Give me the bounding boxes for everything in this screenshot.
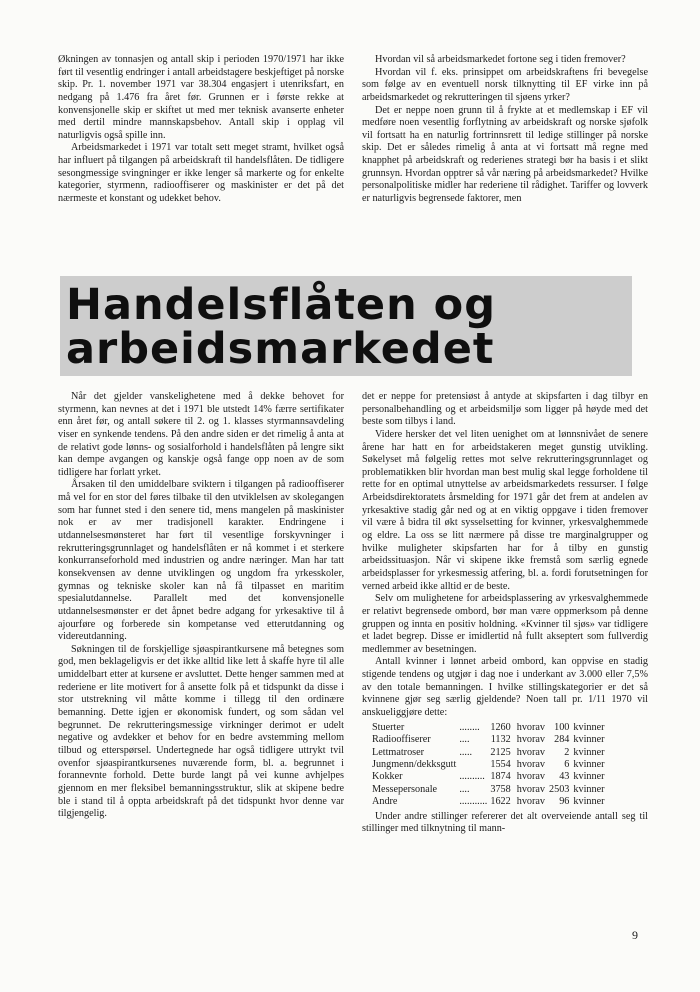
total-count: 1874 [490,771,511,783]
body-paragraph: Det er neppe noen grunn til å frykte at et medlemskap i EF vil medføre noen vesentlig forflytning av arbeidskraft og norske sjøfolk vil fortsatt ha en naturlig fortrinnsrett til ledige stillinger på norske skip. Det er således rimelig å anta at vi fortsatt må regne med knapphet på arbeidskraft og rederienes strategi bør ha basis i et slikt grunnsyn. Hvordan opptrer så vår næring på arbeidsmarkedet? Hvilke personalpolitiske midler har rederiene til rådighet. Tariffer og lovverk er naturligvis begrensede faktorer, men [362,104,648,205]
position-title: Lettmatroser [372,746,425,758]
women-count: 100 [554,721,570,733]
body-paragraph: Arbeidsmarkedet i 1971 var totalt sett meget stramt, hvilket også har influert på tilgangen på arbeidskraft til handelsflåten. De tidligere sesongmessige svingninger er ikke lenger så markerte og for enkelte kategorier, styrmenn, radiooffiserer og maskinister er det på det nærmeste et konstant og udekket behov. [58,142,344,205]
total-count: 1622 [490,796,511,808]
leader-dots: ........ [459,721,480,733]
women-unit: kvinner [573,734,605,746]
position-title: Radiooffiserer [372,734,431,746]
table-row [372,784,608,796]
body-paragraph: det er neppe for pretensiøst å antyde at skipsfarten i dag tilbyr en personalbehandling og et arbeidsmiljø som ligger på høyde med det beste som tilbys i land. [362,391,648,428]
women-count: 2 [564,746,570,758]
women-count: 284 [554,734,570,746]
leader-dots: ..... [459,746,473,758]
position-title: Andre [372,796,398,808]
table-row [372,747,608,759]
leader-dots [459,759,490,771]
women-count: 43 [559,771,570,783]
body-paragraph: Økningen av tonnasjen og antall skip i perioden 1970/1971 har ikke ført til vesentlig endringer i antall arbeidstagere beskjeftiget på norske skip. Pr. 1. november 1971 var 38.304 engasjert i utenriksfart, en nedgang på 1.476 fra året før. Grunnen er i første rekke at konvensjonelle skip er skiftet ut med mer teknisk avanserte enheter med dertil mindre mannskapsbehov. Antall skip i opplag vil naturligvis også spille inn. [58,54,344,141]
total-count: 1132 [490,734,511,746]
position-title: Kokker [372,771,403,783]
of-which-label: hvorav [516,746,546,758]
leader-dots: .... [459,734,470,746]
body-paragraph: Antall kvinner i lønnet arbeid ombord, kan oppvise en stadig stigende tendens og utgjør i dag noe i underkant av 3.000 eller 7,5% av den totale bemanningen. I hvilke stillingskategorier er det så kvinnene gjør seg særlig gjeldende? Noen tall pr. 1/11 1970 vil anskueliggjøre dette: [362,656,648,719]
page-number: 9 [632,928,638,942]
position-title: Jungmenn/dekksgutt [372,758,457,770]
body-paragraph: Selv om mulighetene for arbeidsplassering av yrkesvalghemmede er relativt begrensede ombord, bør man være oppmerksom på denne gruppen og innta en positiv holdning. «Kvinner til sjøs» var tidligere et ladet begrep. Disse er imidlertid nå fullt akseptert som fullverdig medlemmer av besetningen. [362,593,648,655]
leader-dots: .... [459,783,470,795]
leader-dots: .......... [459,771,485,783]
body-paragraph: Videre hersker det vel liten uenighet om at lønnsnivået de senere årene har hatt en for arbeidstakeren meget gunstig utvikling. Søkelyset må følgelig rettes mot selve rekrutteringsgrunnlaget og problematikken blir hvordan man best mulig skal legge forholdene til rette for en optimal utnyttelse av arbeidsmarkedets ressurser. I følge Arbeidsdirektoratets årsmelding for 1971 går det frem at andelen av yrkesaktive stadig går ned og at en viktig oppgave i tiden fremover vil være å bidra til økt sysselsetting for kvinner, yrkesvalghemmede og eldre. La oss se litt nærmere på disse tre marginalgrupper og hvilke muligheter skipsfarten har for å tilby en gunstig arbeidssituasjon. Når vi skipene ikke fremstå som særlig egnede arbeidsplasser for yrkesmessig atfering, bl. a. fordi forutsetningen for verned arbeid ikke alltid er de beste. [362,428,648,592]
total-count: 2125 [490,746,511,758]
body-paragraph: Under andre stillinger refererer det alt overveiende antall seg til stillinger med tilknytning til mann- [362,810,648,835]
total-count: 1554 [490,758,511,770]
women-unit: kvinner [573,771,605,783]
of-which-label: hvorav [516,796,546,808]
article-headline: Handelsflåten og arbeidsmarkedet [66,280,496,374]
body-paragraph: Årsaken til den umiddelbare sviktern i tilgangen på radiooffiserer må vel for en stor del føres tilbake til den utviklelsen av skolegangen som har funnet sted i den senere tid, mens mangelen på maskinister nok er av mer tradisjonell karakter. Endringene i utdannelsesmønsteret har ført til vesentlige forskyvninger i rekrutteringsgrunnlaget og handelsflåten er nå kommet i et sterkere konkurranseforhold med industrien og andre næringer. Man har tatt konsekvensen av denne utviklingen og ungdom fra yrkesskoler, gymnas og tekniske skoler kan nå få tilpasset en maritim spesialutdannelse. Parallelt med det konvensjonelle utdannelsesmønster er det åpnet bedre adgang for yrkesaktive til å ajourføre og forberede sin kompetanse ved etterutdanning og videreutdanning. [58,479,344,643]
body-paragraph: Når det gjelder vanskelighetene med å dekke behovet for styrmenn, kan nevnes at det i 1971 ble utstedt 14% færre sertifikater enn året før, og antall søkere til 2. og 1. klasses styrmannsavdeling viser en synkende tendens. På den andre siden er det rimelig å anta at de relativt gode lønns- og sosialforhold i handelsflåten på lengre sikt kan dempe avgangen og kanskje også fange opp noen av de som tidligere har forlatt yrket. [58,391,344,478]
women-unit: kvinner [573,746,605,758]
women-count: 6 [564,758,570,770]
table-row [372,771,608,783]
table-row [372,722,608,734]
crew-statistics-table [372,722,608,809]
women-unit: kvinner [573,796,605,808]
total-count: 1260 [490,721,511,733]
body-paragraph: Søkningen til de forskjellige sjøaspirantkursene må betegnes som god, men beklageligvis er det ikke alltid like lett å skaffe hyre til alle umiddelbart etter at kursene er avsluttet. Dette henger sammen med at rederiene er lite motivert for å ansette folk på et tidspunkt da disse i stor utstrekning vil måtte komme i tillegg til den ordinære bemanning. Dette igjen er økonomisk fundert, og som sådan vel begrunnet. De rekrutteringsmessige virkninger derimot er udelt negative og avdekker et behov for en bedre avstemming mellom tilbud og etterspørsel. Undertegnede har også tidligere uttrykt tvil ovenfor sjøaspirantkursenes nuværende form, bl. a. begrunnet i forannevnte forhold. Dette burde langt på vei kunne avhjelpes gjennom en mer fleksibel bemanningsstruktur, slik at skipene bedre ble i stand til å oppta arbeidskraft på det tidspunkt hvor denne var tilgjengelig. [58,643,344,820]
position-title: Messepersonale [372,783,438,795]
top-right-column [362,54,648,206]
women-unit: kvinner [573,783,605,795]
table-row [372,759,608,771]
of-which-label: hvorav [516,734,546,746]
top-left-column [58,54,344,206]
of-which-label: hvorav [516,758,546,770]
women-unit: kvinner [573,721,605,733]
bottom-right-column [362,391,648,836]
of-which-label: hvorav [516,783,546,795]
women-count: 2503 [549,783,570,795]
leader-dots: ........... [459,796,488,808]
bottom-left-column [58,391,344,821]
table-row [372,734,608,746]
of-which-label: hvorav [516,721,546,733]
table-row [372,796,608,808]
women-count: 96 [559,796,570,808]
of-which-label: hvorav [516,771,546,783]
position-title: Stuerter [372,721,405,733]
headline-banner [60,276,632,376]
total-count: 3758 [490,783,511,795]
body-paragraph: Hvordan vil så arbeidsmarkedet fortone seg i tiden fremover? [375,54,626,65]
body-paragraph: Hvordan vil f. eks. prinsippet om arbeidskraftens fri bevegelse som følge av en eventuell norsk tilknytting til EF virke inn på arbeidsmarkedet og rekrutteringen til sjøens yrker? [362,66,648,103]
women-unit: kvinner [573,758,605,770]
